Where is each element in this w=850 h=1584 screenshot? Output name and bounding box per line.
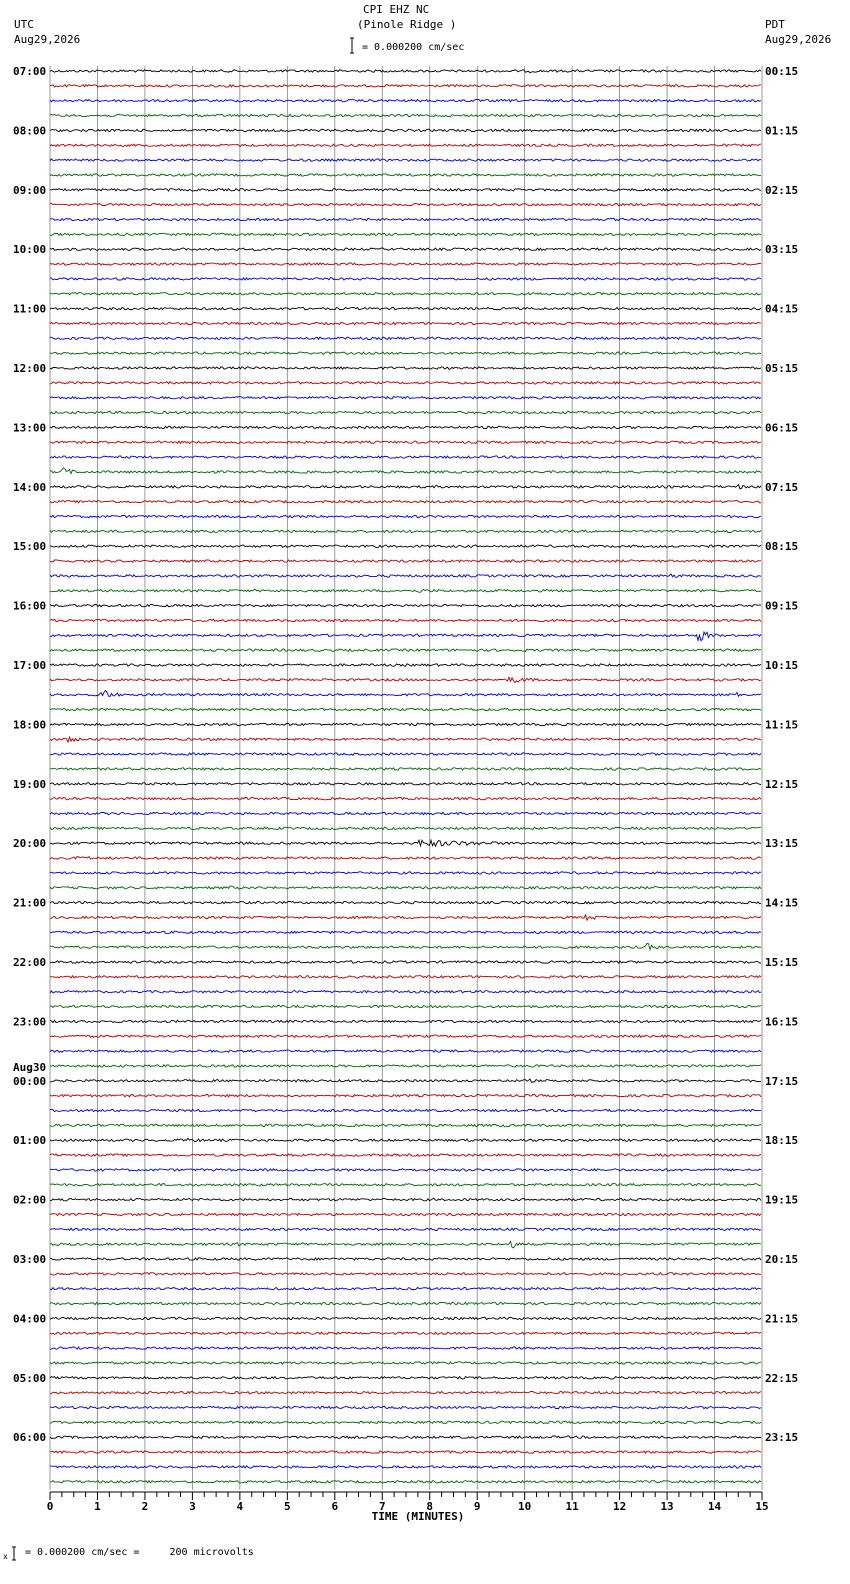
trace-line-73 <box>50 1154 761 1156</box>
pdt-hour-label: 07:15 <box>765 480 799 494</box>
utc-hour-label: 00:00 <box>13 1074 47 1088</box>
trace-line-50 <box>50 812 761 814</box>
trace-line-15 <box>50 293 761 295</box>
x-tick-label: 6 <box>331 1500 339 1513</box>
trace-line-10 <box>50 218 761 220</box>
trace-line-26 <box>50 456 761 458</box>
trace-line-38 <box>50 632 761 641</box>
trace-line-25 <box>50 441 761 443</box>
trace-line-93 <box>50 1451 761 1453</box>
trace-line-59 <box>50 943 761 949</box>
day-marker-label: Aug30 <box>13 1060 47 1074</box>
trace-line-85 <box>50 1332 761 1334</box>
left-date: Aug29,2026 <box>14 33 81 46</box>
trace-line-45 <box>50 737 761 742</box>
trace-line-91 <box>50 1421 761 1423</box>
trace-line-72 <box>50 1138 761 1142</box>
x-tick-label: 2 <box>141 1500 149 1513</box>
trace-line-44 <box>50 723 761 725</box>
utc-hour-label: 23:00 <box>13 1015 47 1029</box>
x-tick-label: 1 <box>94 1500 101 1513</box>
trace-line-18 <box>50 337 761 339</box>
utc-hour-label: 10:00 <box>13 243 47 257</box>
trace-line-81 <box>50 1273 761 1275</box>
x-tick-label: 15 <box>755 1500 769 1513</box>
trace-line-63 <box>50 1005 761 1007</box>
right-date: Aug29,2026 <box>765 33 832 46</box>
pdt-hour-label: 03:15 <box>765 243 799 257</box>
trace-line-6 <box>50 159 761 161</box>
trace-line-32 <box>50 545 761 547</box>
trace-line-76 <box>50 1198 761 1200</box>
x-tick-label: 8 <box>426 1500 434 1513</box>
trace-line-67 <box>50 1065 761 1067</box>
left-timezone: UTC <box>14 18 34 31</box>
x-tick-label: 5 <box>284 1500 291 1513</box>
trace-line-56 <box>50 901 761 903</box>
utc-hour-label: 11:00 <box>13 302 47 316</box>
trace-line-34 <box>50 574 761 577</box>
pdt-hour-label: 20:15 <box>765 1253 799 1266</box>
right-timezone: PDT <box>765 18 785 31</box>
trace-line-83 <box>50 1302 761 1304</box>
trace-line-8 <box>50 189 761 191</box>
trace-line-40 <box>50 664 761 666</box>
trace-line-54 <box>50 872 761 874</box>
utc-hour-label: 14:00 <box>13 480 47 494</box>
pdt-hour-label: 06:15 <box>765 421 799 435</box>
trace-line-16 <box>50 307 761 309</box>
station-location: (Pinole Ridge ) <box>357 18 457 31</box>
utc-hour-label: 16:00 <box>13 599 47 613</box>
trace-line-80 <box>50 1258 761 1260</box>
trace-line-77 <box>50 1213 761 1215</box>
utc-hour-label: 01:00 <box>13 1134 47 1148</box>
trace-line-2 <box>50 100 761 102</box>
pdt-hour-label: 00:15 <box>765 65 799 78</box>
trace-line-4 <box>50 129 761 131</box>
trace-line-46 <box>50 753 761 755</box>
pdt-hour-label: 04:15 <box>765 302 799 316</box>
pdt-hour-label: 16:15 <box>765 1015 799 1029</box>
trace-line-60 <box>50 961 761 963</box>
trace-line-71 <box>50 1124 761 1127</box>
trace-line-24 <box>50 426 761 428</box>
pdt-hour-label: 15:15 <box>765 956 799 969</box>
trace-line-23 <box>50 411 761 413</box>
trace-line-33 <box>50 560 761 562</box>
trace-line-87 <box>50 1362 761 1364</box>
trace-line-9 <box>50 204 761 206</box>
trace-line-28 <box>50 485 761 489</box>
trace-line-0 <box>50 70 761 73</box>
pdt-hour-label: 21:15 <box>765 1312 799 1326</box>
x-tick-label: 9 <box>473 1500 481 1513</box>
pdt-hour-label: 18:15 <box>765 1134 799 1148</box>
trace-line-70 <box>50 1109 761 1111</box>
utc-hour-label: 19:00 <box>13 777 47 791</box>
x-tick-label: 4 <box>236 1500 244 1513</box>
pdt-hour-label: 13:15 <box>765 837 799 851</box>
trace-line-12 <box>50 248 761 250</box>
trace-line-1 <box>50 85 761 87</box>
trace-line-86 <box>50 1347 761 1349</box>
utc-hour-label: 17:00 <box>13 659 47 672</box>
x-axis-title: TIME (MINUTES) <box>371 1510 465 1523</box>
trace-line-52 <box>50 840 761 846</box>
pdt-hour-label: 09:15 <box>765 599 799 613</box>
trace-line-92 <box>50 1436 761 1438</box>
trace-line-94 <box>50 1466 761 1468</box>
x-tick-label: 14 <box>707 1500 722 1513</box>
trace-line-53 <box>50 857 761 860</box>
x-tick-label: 0 <box>46 1500 54 1513</box>
utc-hour-label: 22:00 <box>13 956 47 969</box>
pdt-hour-label: 22:15 <box>765 1371 799 1385</box>
trace-line-65 <box>50 1035 761 1037</box>
trace-line-20 <box>50 367 761 369</box>
x-tick-label: 13 <box>660 1500 674 1513</box>
x-tick-label: 12 <box>612 1500 627 1513</box>
trace-line-90 <box>50 1406 761 1408</box>
pdt-hour-label: 02:15 <box>765 183 799 197</box>
svg-text:x: x <box>3 1552 8 1561</box>
utc-hour-label: 15:00 <box>13 540 47 554</box>
trace-line-69 <box>50 1095 761 1097</box>
pdt-hour-label: 01:15 <box>765 124 799 138</box>
x-tick-label: 10 <box>518 1500 532 1513</box>
trace-line-66 <box>50 1050 761 1052</box>
trace-line-55 <box>50 886 761 889</box>
trace-line-14 <box>50 278 761 280</box>
x-tick-label: 11 <box>565 1500 579 1513</box>
pdt-hour-label: 10:15 <box>765 659 799 672</box>
trace-line-5 <box>50 144 761 146</box>
utc-hour-label: 12:00 <box>13 362 47 375</box>
trace-line-61 <box>50 976 761 978</box>
trace-line-27 <box>50 468 761 474</box>
trace-line-7 <box>50 174 761 176</box>
scale-label: = 0.000200 cm/sec <box>362 42 465 53</box>
pdt-hour-label: 17:15 <box>765 1074 799 1088</box>
trace-line-79 <box>50 1241 761 1248</box>
trace-line-57 <box>50 915 761 920</box>
utc-hour-label: 09:00 <box>13 183 47 197</box>
utc-hour-label: 20:00 <box>13 837 47 851</box>
trace-group <box>50 70 761 1483</box>
trace-line-17 <box>50 322 761 324</box>
trace-line-39 <box>50 649 761 651</box>
pdt-hour-label: 23:15 <box>765 1431 799 1445</box>
pdt-hour-label: 14:15 <box>765 896 799 910</box>
trace-line-11 <box>50 233 761 235</box>
trace-line-64 <box>50 1020 761 1022</box>
footer-scale-label: = 0.000200 cm/sec = 200 microvolts <box>25 1547 254 1558</box>
trace-line-84 <box>50 1317 761 1319</box>
trace-line-82 <box>50 1288 761 1290</box>
trace-line-68 <box>50 1079 761 1082</box>
trace-line-49 <box>50 798 761 800</box>
utc-hour-label: 02:00 <box>13 1193 47 1207</box>
trace-line-43 <box>50 708 761 710</box>
trace-line-88 <box>50 1377 761 1379</box>
station-title: CPI EHZ NC <box>363 3 430 16</box>
trace-line-37 <box>50 619 761 621</box>
trace-line-19 <box>50 352 761 354</box>
utc-hour-label: 18:00 <box>13 718 47 732</box>
utc-hour-label: 13:00 <box>13 421 47 435</box>
trace-line-78 <box>50 1228 761 1230</box>
pdt-hour-label: 12:15 <box>765 777 799 791</box>
utc-hour-label: 08:00 <box>13 124 47 138</box>
pdt-hour-label: 08:15 <box>765 540 799 554</box>
x-axis <box>47 1492 769 1523</box>
trace-line-21 <box>50 382 761 384</box>
trace-line-3 <box>50 114 761 116</box>
trace-line-89 <box>50 1392 761 1394</box>
utc-hour-label: 21:00 <box>13 896 47 910</box>
utc-hour-label: 03:00 <box>13 1253 47 1266</box>
utc-hour-label: 05:00 <box>13 1371 47 1385</box>
trace-line-41 <box>50 677 761 682</box>
trace-line-51 <box>50 827 761 829</box>
trace-line-35 <box>50 590 761 593</box>
trace-line-36 <box>50 604 761 606</box>
utc-hour-label: 07:00 <box>13 65 47 78</box>
trace-line-29 <box>50 501 761 503</box>
pdt-hour-label: 11:15 <box>765 718 799 732</box>
x-tick-label: 7 <box>378 1500 386 1513</box>
trace-line-47 <box>50 768 761 770</box>
utc-hour-label: 06:00 <box>13 1431 47 1445</box>
trace-line-95 <box>50 1481 761 1483</box>
trace-line-31 <box>50 530 761 532</box>
trace-line-75 <box>50 1184 761 1186</box>
trace-line-62 <box>50 991 761 993</box>
utc-hour-label: 04:00 <box>13 1312 47 1326</box>
pdt-hour-label: 05:15 <box>765 362 799 375</box>
x-tick-label: 3 <box>189 1500 196 1513</box>
trace-line-58 <box>50 931 761 933</box>
trace-line-48 <box>50 783 761 785</box>
trace-line-42 <box>50 691 761 697</box>
trace-line-30 <box>50 515 761 517</box>
trace-line-22 <box>50 397 761 399</box>
trace-line-74 <box>50 1169 761 1171</box>
trace-line-13 <box>50 263 761 265</box>
pdt-hour-label: 19:15 <box>765 1193 799 1207</box>
